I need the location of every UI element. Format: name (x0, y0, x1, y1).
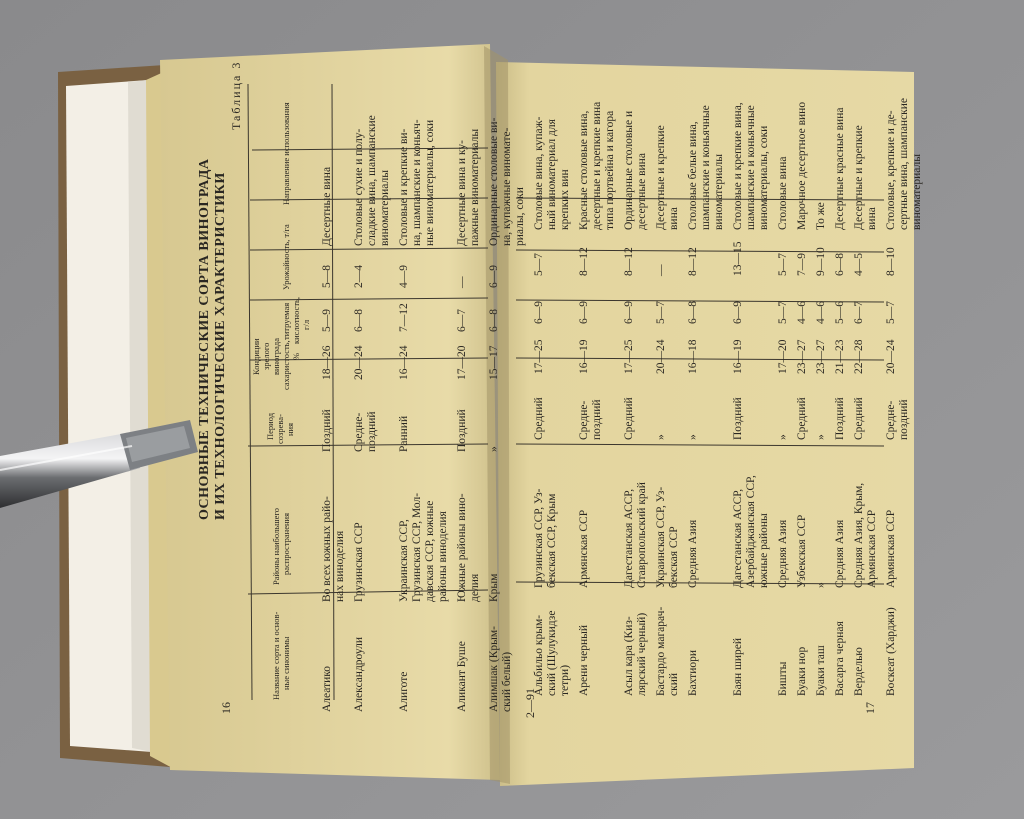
ripening-period-cell: Средний (623, 397, 635, 440)
sugar-cell: 17—20 (777, 339, 789, 374)
ripening-period-cell: Поздний (732, 397, 744, 440)
usage-cell: десертные вина (636, 153, 648, 230)
sugar-cell: 15—17 (488, 345, 500, 380)
region-cell: Армянская ССР (866, 509, 878, 588)
region-cell: Дагестанская АССР, (623, 488, 635, 588)
usage-cell: шампанские и коньячные (700, 105, 712, 230)
yield-cell: 4—5 (853, 253, 865, 276)
usage-cell: виноматериалы (379, 170, 391, 246)
usage-cell: ный виноматериал для (546, 119, 558, 230)
variety-name: ский (Шулукидзе (546, 610, 558, 696)
usage-cell: десертные и крепкие вина (591, 101, 603, 230)
header-acid: титруемая (281, 302, 291, 340)
variety-name: Аликант Буше (456, 641, 468, 712)
usage-cell: Десертные вина и ку- (456, 140, 468, 246)
region-cell: давская ССР, южные (424, 500, 436, 602)
variety-name: Васарга черная (834, 621, 846, 696)
ripening-period-cell: Средне- (885, 400, 897, 440)
ripening-period-cell: Поздний (321, 409, 333, 452)
acidity-cell: 5—7 (777, 301, 789, 324)
acidity-cell: 5—9 (321, 309, 333, 332)
yield-cell: 8—12 (687, 247, 699, 276)
ripening-period-cell: Поздний (456, 409, 468, 452)
acidity-cell: 6—7 (853, 301, 865, 324)
sugar-cell: 22—28 (853, 339, 865, 374)
region-cell: Армянская ССР (885, 509, 897, 588)
variety-name: Алиготе (398, 671, 410, 712)
region-cell: Средняя Азия (834, 519, 846, 588)
region-cell: Украинская ССР, (398, 519, 410, 602)
ripening-period-cell: » (687, 434, 699, 440)
usage-cell: Столовые, крепкие и де- (885, 110, 897, 230)
acidity-cell: 6—8 (488, 309, 500, 332)
usage-cell: Столовые белые вина, (687, 121, 699, 230)
ripening-period-cell: Средний (533, 397, 545, 440)
region-cell: Украинская ССР, Уз- (655, 486, 667, 588)
acidity-cell: 7—12 (398, 303, 410, 332)
yield-cell: 7—9 (796, 253, 808, 276)
ripening-period-cell: » (655, 434, 667, 440)
yield-cell: — (655, 264, 667, 276)
header-sugar-2: % (291, 352, 301, 360)
sugar-cell: 20—24 (655, 339, 667, 374)
acidity-cell: 6—8 (687, 301, 699, 324)
region-cell: Азербайджанская ССР, (745, 475, 757, 588)
variety-name: ский (668, 673, 680, 696)
sugar-cell: 20—24 (353, 345, 365, 380)
usage-cell: Столовые вина (777, 156, 789, 230)
header-period-2: созрева- (275, 414, 285, 444)
ripening-period-cell: поздний (591, 399, 603, 440)
region-cell: южные районы (758, 513, 770, 588)
region-cell: делия (469, 573, 481, 602)
usage-cell: Десертные вина (321, 166, 333, 246)
variety-name: Буаки таш (815, 645, 827, 696)
variety-name: Альбильо крым- (533, 614, 545, 696)
left-page-text (182, 60, 526, 720)
region-cell: Грузинская ССР, Уз- (533, 488, 545, 588)
header-conditions-2: зрелого (261, 342, 271, 370)
yield-cell: 6—9 (488, 265, 500, 288)
region-cell: Ставропольский край (636, 482, 648, 588)
ripening-period-cell: Средний (796, 397, 808, 440)
ripening-period-cell: » (815, 434, 827, 440)
ripening-period-cell: » (488, 446, 500, 452)
usage-cell: виноматериалы (911, 154, 923, 230)
header-acid-3: г/л (301, 319, 311, 330)
usage-cell: вина (668, 207, 680, 230)
table-title-line2: И ИХ ТЕХНОЛОГИЧЕСКИЕ ХАРАКТЕРИСТИКИ (213, 172, 228, 520)
usage-cell: на, шампанские и коньяч- (411, 119, 423, 246)
usage-cell: Столовые вина, купаж- (533, 116, 545, 230)
ripening-period-cell: Средне- (353, 412, 365, 452)
variety-name: Баян ширей (732, 637, 744, 696)
header-yield: Урожайность, т/га (281, 224, 291, 290)
region-cell: Средняя Азия (777, 519, 789, 588)
region-cell: Узбекская ССР (796, 514, 808, 588)
variety-name: Александроули (353, 636, 365, 712)
yield-cell: 13—15 (732, 241, 744, 276)
acidity-cell: 6—7 (456, 309, 468, 332)
header-use: Направление использования (281, 102, 291, 205)
usage-cell: риалы, соки (514, 187, 526, 246)
acidity-cell: 6—9 (533, 301, 545, 324)
sugar-cell: 17—25 (623, 339, 635, 374)
variety-name: Бастардо магарач- (655, 606, 667, 696)
usage-cell: Красные столовые вина, (578, 110, 590, 230)
variety-name: Бахтиори (687, 649, 699, 696)
sugar-cell: 18—26 (321, 345, 333, 380)
sugar-cell: 21—23 (834, 339, 846, 374)
usage-cell: сладкие вина, шампанские (366, 115, 378, 246)
usage-cell: То же (815, 202, 827, 230)
region-cell: Крым (488, 573, 500, 602)
usage-cell: Столовые и крепкие вина, (732, 102, 744, 230)
ripening-period-cell: поздний (366, 411, 378, 452)
region-cell: Грузинская ССР (353, 522, 365, 602)
acidity-cell: 4—6 (796, 301, 808, 324)
usage-cell: шампанские и коньячные (745, 105, 757, 230)
acidity-cell: 6—9 (623, 301, 635, 324)
ripening-period-cell: » (777, 434, 789, 440)
region-cell: бекская ССР (668, 526, 680, 588)
acidity-cell: 6—9 (578, 301, 590, 324)
header-period-3: ния (285, 422, 295, 436)
variety-name: Воскеат (Харджи) (885, 607, 897, 696)
header-name: Название сорта и основ- (271, 611, 281, 700)
ripening-period-cell: поздний (898, 399, 910, 440)
acidity-cell: 6—9 (732, 301, 744, 324)
acidity-cell: 5—7 (885, 301, 897, 324)
yield-cell: 9—10 (815, 247, 827, 276)
ripening-period-cell: Ранний (398, 415, 410, 452)
yield-cell: 5—8 (321, 265, 333, 288)
left-page-number: 16 (219, 702, 233, 714)
variety-name: Алимшак (Крым- (488, 626, 500, 712)
signature-mark: 2—91 (523, 688, 537, 718)
sugar-cell: 16—19 (578, 339, 590, 374)
variety-name: лярский черный) (636, 612, 648, 696)
header-name-2: ные синонимы (281, 636, 291, 690)
variety-name: Бишты (777, 661, 789, 696)
header-region: Районы наибольшего (271, 508, 281, 585)
variety-name: тетри) (559, 664, 571, 696)
sugar-cell: 20—24 (885, 339, 897, 374)
usage-cell: Ординарные столовые и (623, 110, 635, 230)
usage-cell: виноматериалы (713, 154, 725, 230)
sugar-cell: 16—19 (732, 339, 744, 374)
region-cell: Грузинская ССР, Мол- (411, 492, 423, 602)
variety-name: Буаки нор (796, 646, 808, 696)
header-region-2: распространения (281, 513, 291, 575)
ripening-period-cell: Средний (853, 397, 865, 440)
yield-cell: 5—7 (533, 253, 545, 276)
sugar-cell: 16—18 (687, 339, 699, 374)
region-cell: Во всех южных райо- (321, 496, 333, 602)
ripening-period-cell: Средне- (578, 400, 590, 440)
yield-cell: — (456, 276, 468, 288)
sugar-cell: 16—24 (398, 345, 410, 380)
header-conditions-3: винограда (271, 338, 281, 375)
acidity-cell: 6—8 (353, 309, 365, 332)
header-acid-2: кислотность, (291, 296, 301, 344)
region-cell: » (815, 582, 827, 588)
region-cell: Средняя Азия (687, 519, 699, 588)
usage-cell: на, купажные виномате- (501, 127, 513, 246)
region-cell: нах виноделия (334, 530, 346, 602)
usage-cell: Десертные и крепкие (655, 125, 667, 230)
acidity-cell: 4—6 (815, 301, 827, 324)
usage-cell: пажные виноматериалы (469, 128, 481, 246)
table-label: Таблица 3 (229, 60, 243, 130)
usage-cell: Столовые и крепкие ви- (398, 128, 410, 246)
yield-cell: 8—10 (885, 247, 897, 276)
yield-cell: 5—7 (777, 253, 789, 276)
ripening-period-cell: Поздний (834, 397, 846, 440)
table-title-line1: ОСНОВНЫЕ ТЕХНИЧЕСКИЕ СОРТА ВИНОГРАДА (197, 158, 212, 520)
usage-cell: Десертные красные вина (834, 107, 846, 230)
acidity-cell: 5—7 (655, 301, 667, 324)
region-cell: районы виноделия (437, 511, 449, 602)
header-sugar: сахаристость, (281, 340, 291, 390)
usage-cell: ные виноматериалы, соки (424, 119, 436, 246)
yield-cell: 2—4 (353, 265, 365, 288)
variety-name: Алеатико (321, 665, 333, 712)
usage-cell: Десертные и крепкие (853, 125, 865, 230)
region-cell: бекская ССР, Крым (546, 493, 558, 588)
region-cell: Средняя Азия, Крым, (853, 482, 865, 588)
region-cell: Армянская ССР (578, 509, 590, 588)
sugar-cell: 17—20 (456, 345, 468, 380)
sugar-cell: 23—27 (796, 339, 808, 374)
usage-cell: виноматериалы, соки (758, 125, 770, 230)
usage-cell: Ординарные столовые ви- (488, 117, 500, 246)
variety-name: ский белый) (501, 651, 513, 712)
header-period: Период (265, 412, 275, 440)
usage-cell: крепких вин (559, 169, 571, 230)
usage-cell: Столовые сухие и полу- (353, 128, 365, 246)
usage-cell: Марочное десертное вино (796, 101, 808, 230)
region-cell: Дагестанская АССР, (732, 488, 744, 588)
header-conditions: Кондиции (251, 338, 261, 375)
usage-cell: типа портвейна и кагора (604, 110, 616, 230)
usage-cell: сертные вина, шампанские (898, 97, 910, 230)
yield-cell: 6—8 (834, 253, 846, 276)
region-cell: Южные районы вино- (456, 493, 468, 602)
yield-cell: 4—9 (398, 265, 410, 288)
yield-cell: 8—12 (623, 247, 635, 276)
yield-cell: 8—12 (578, 247, 590, 276)
right-page-number: 17 (863, 702, 877, 714)
variety-name: Асыл кара (Киз- (623, 616, 635, 696)
sugar-cell: 17—25 (533, 339, 545, 374)
variety-name: Арени черный (578, 624, 590, 696)
acidity-cell: 5—6 (834, 301, 846, 324)
right-page-text (520, 80, 923, 720)
usage-cell: вина (866, 207, 878, 230)
variety-name: Верделью (853, 647, 865, 696)
sugar-cell: 23—27 (815, 339, 827, 374)
